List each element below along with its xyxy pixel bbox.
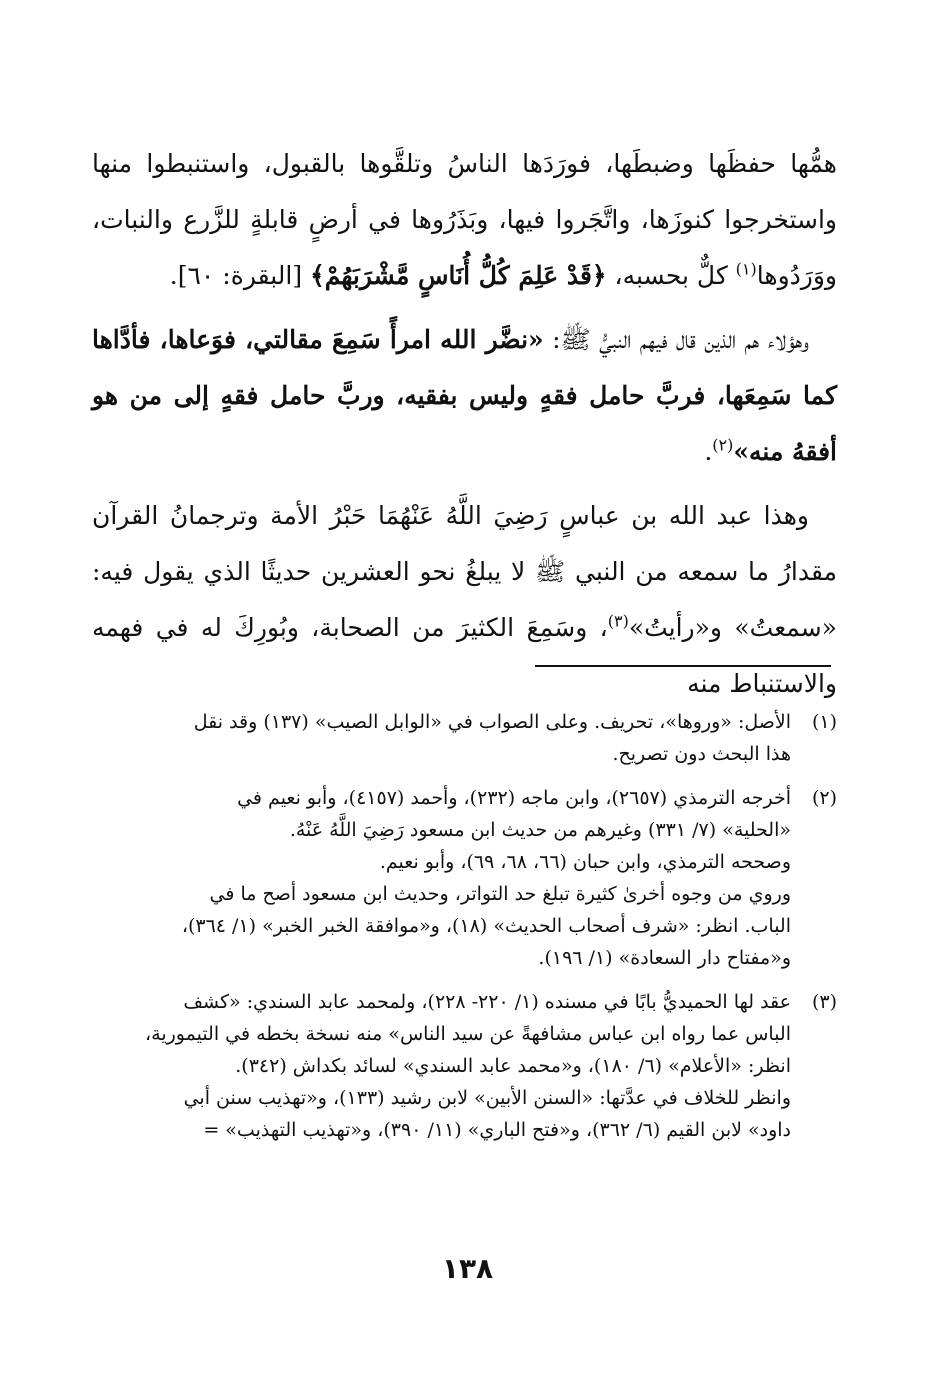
footnote-line: «الحلية» (٧/ ٣٣١) وغيرهم من حديث ابن مسعود رَضِيَ اللَّهُ عَنْهُ. [289, 819, 791, 841]
footnote-marker-3: (٣) [607, 611, 629, 631]
footnote-line: و«مفتاح دار السعادة» (١/ ١٩٦). [538, 947, 791, 969]
footnote-line: داود» لابن القيم (٦/ ٣٦٢)، و«فتح الباري» (١١/ ٣٩٠)، و«تهذيب التهذيب» = [203, 1119, 791, 1141]
paragraph-1-text-2: كلٌّ بحسبه، [606, 261, 736, 290]
footnote-line: الأصل: «وروها»، تحريف. وعلى الصواب في «الوابل الصيب» (١٣٧) وقد نقل [193, 711, 791, 733]
footnotes [92, 706, 837, 1158]
footnote-line: عقد لها الحميديُّ بابًا في مسنده (١/ ٢٢٠- ٢٢٨)، ولمحمد عابد السندي: «كشف [183, 991, 791, 1013]
paragraph-1-text: همُّها حفظَها وضبطَها، فورَدَها الناسُ وتلقَّوها بالقبول، واستنبطوا منها واستخرجوا كنوزَها، واتَّجَروا فيها، وبَذَرُوها في أرضٍ قابلةٍ للزَّرع والنبات، ووَرَدُوها [92, 149, 837, 290]
paragraph-2-end: . [704, 437, 713, 466]
paragraph-2 [92, 312, 837, 480]
footnote-line: هذا البحث دون تصريح. [612, 743, 791, 765]
footnote-3 [92, 986, 837, 1146]
footnote-marker-2: (٢) [712, 435, 734, 455]
footnote-line: انظر: «الأعلام» (٦/ ١٨٠)، و«محمد عابد السندي» لسائد بكداش (٣٤٢). [235, 1055, 791, 1077]
footnote-2 [92, 782, 837, 974]
paragraph-3 [92, 488, 837, 712]
paragraph-1 [92, 136, 837, 304]
page-number: ١٣٨ [441, 1252, 494, 1285]
footnote-number: (١) [811, 711, 837, 733]
footnote-line: وروي من وجوه أخرىٰ كثيرة تبلغ حد التواتر، وحديث ابن مسعود أصح ما في [209, 883, 791, 905]
footnote-body [92, 986, 791, 1146]
footnote-line: أخرجه الترمذي (٢٦٥٧)، وابن ماجه (٢٣٢)، وأحمد (٤١٥٧)، وأبو نعيم في [237, 787, 791, 809]
footnote-separator [535, 665, 831, 667]
footnote-number: (٢) [811, 787, 837, 809]
footnote-line: وصححه الترمذي، وابن حبان (٦٦، ٦٨، ٦٩)، وأبو نعيم. [379, 851, 791, 873]
footnote-line: وانظر للخلاف في عدَّتها: «السنن الأبين» لابن رشيد (١٣٣)، و«تهذيب سنن أبي [183, 1087, 791, 1109]
footnote-body [92, 782, 791, 974]
paragraph-2-intro: وهؤلاء هم الذين قال فيهم النبيُّ ﷺ: [543, 325, 809, 354]
paragraph-3-text-2: ، وسَمِعَ الكثيرَ من الصحابة، وبُورِكَ له في فهمه والاستنباط منه [92, 613, 837, 698]
footnote-line: الباب. انظر: «شرف أصحاب الحديث» (١٨)، و«موافقة الخبر الخبر» (١/ ٣٦٤)، [181, 915, 791, 937]
footnote-body [92, 706, 791, 770]
footnote-1 [92, 706, 837, 770]
footnote-line: الباس عما رواه ابن عباس مشافهةً عن سيد الناس» منه نسخة بخطه في التيمورية، [145, 1023, 791, 1045]
quran-reference: [البقرة: ٦٠]. [169, 261, 311, 290]
paragraph-3-text: وهذا عبد الله بن عباسٍ رَضِيَ اللَّهُ عَنْهُمَا حَبْرُ الأمة وترجمانُ القرآن مقدارُ ما سمعه من النبي ﷺ لا يبلغُ نحو العشرين حديثًا الذي يقول فيه: «سمعتُ» و«رأيتُ» [92, 501, 838, 642]
footnote-marker-1: (١) [735, 259, 757, 279]
quran-verse: ﴿قَدْ عَلِمَ كُلُّ أُنَاسٍ مَّشْرَبَهُمْ﴾ [310, 261, 607, 290]
hadith-text: «نضَّر الله امرأً سَمِعَ مقالتي، فوَعاها، فأدَّاها كما سَمِعَها، فربَّ حامل فقهٍ وليس بفقيه، وربَّ حامل فقهٍ إلى من هو أفقهُ منه» [92, 325, 837, 466]
footnote-number: (٣) [811, 991, 837, 1013]
main-text [92, 136, 837, 712]
